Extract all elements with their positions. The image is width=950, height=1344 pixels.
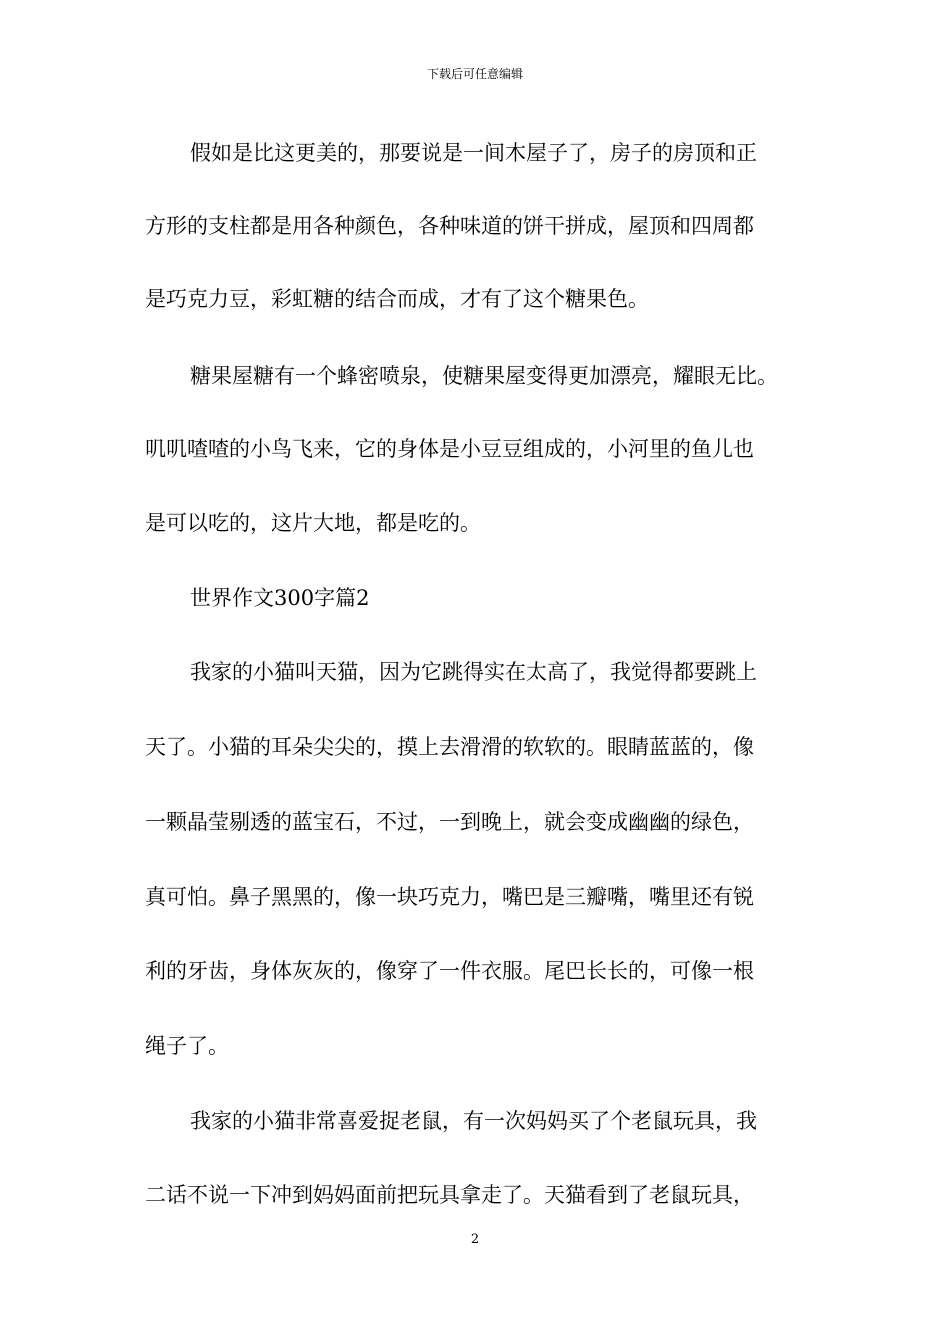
text-line: 是可以吃的，这片大地，都是吃的。 [145,511,481,535]
text-line: 是巧克力豆，彩虹糖的结合而成，才有了这个糖果色。 [145,287,649,311]
text-line: 利的牙齿，身体灰灰的，像穿了一件衣服。尾巴长长的，可像一根 [145,959,754,983]
text-line: 假如是比这更美的，那要说是一间木屋子了，房子的房顶和正 [190,141,757,165]
page-number: 2 [470,1232,480,1247]
text-line: 二话不说一下冲到妈妈面前把玩具拿走了。天猫看到了老鼠玩具， [145,1183,754,1207]
page-header: 下载后可任意编辑 [426,67,523,81]
text-line: 绳子了。 [145,1034,229,1058]
section-heading: 世界作文300字篇2 [190,586,370,610]
text-line: 方形的支柱都是用各种颜色，各种味道的饼干拼成，屋顶和四周都 [145,214,754,238]
text-line: 一颗晶莹剔透的蓝宝石，不过，一到晚上，就会变成幽幽的绿色， [145,810,754,834]
text-line: 叽叽喳喳的小鸟飞来，它的身体是小豆豆组成的，小河里的鱼儿也 [145,437,754,461]
text-line: 我家的小猫非常喜爱捉老鼠，有一次妈妈买了个老鼠玩具，我 [190,1109,757,1133]
text-line: 真可怕。鼻子黑黑的，像一块巧克力，嘴巴是三瓣嘴，嘴里还有锐 [145,885,754,909]
text-line: 我家的小猫叫天猫，因为它跳得实在太高了，我觉得都要跳上 [190,660,757,684]
text-line: 天了。小猫的耳朵尖尖的，摸上去滑滑的软软的。眼睛蓝蓝的，像 [145,735,754,759]
text-line: 糖果屋糖有一个蜂密喷泉，使糖果屋变得更加漂亮，耀眼无比。 [190,364,778,388]
